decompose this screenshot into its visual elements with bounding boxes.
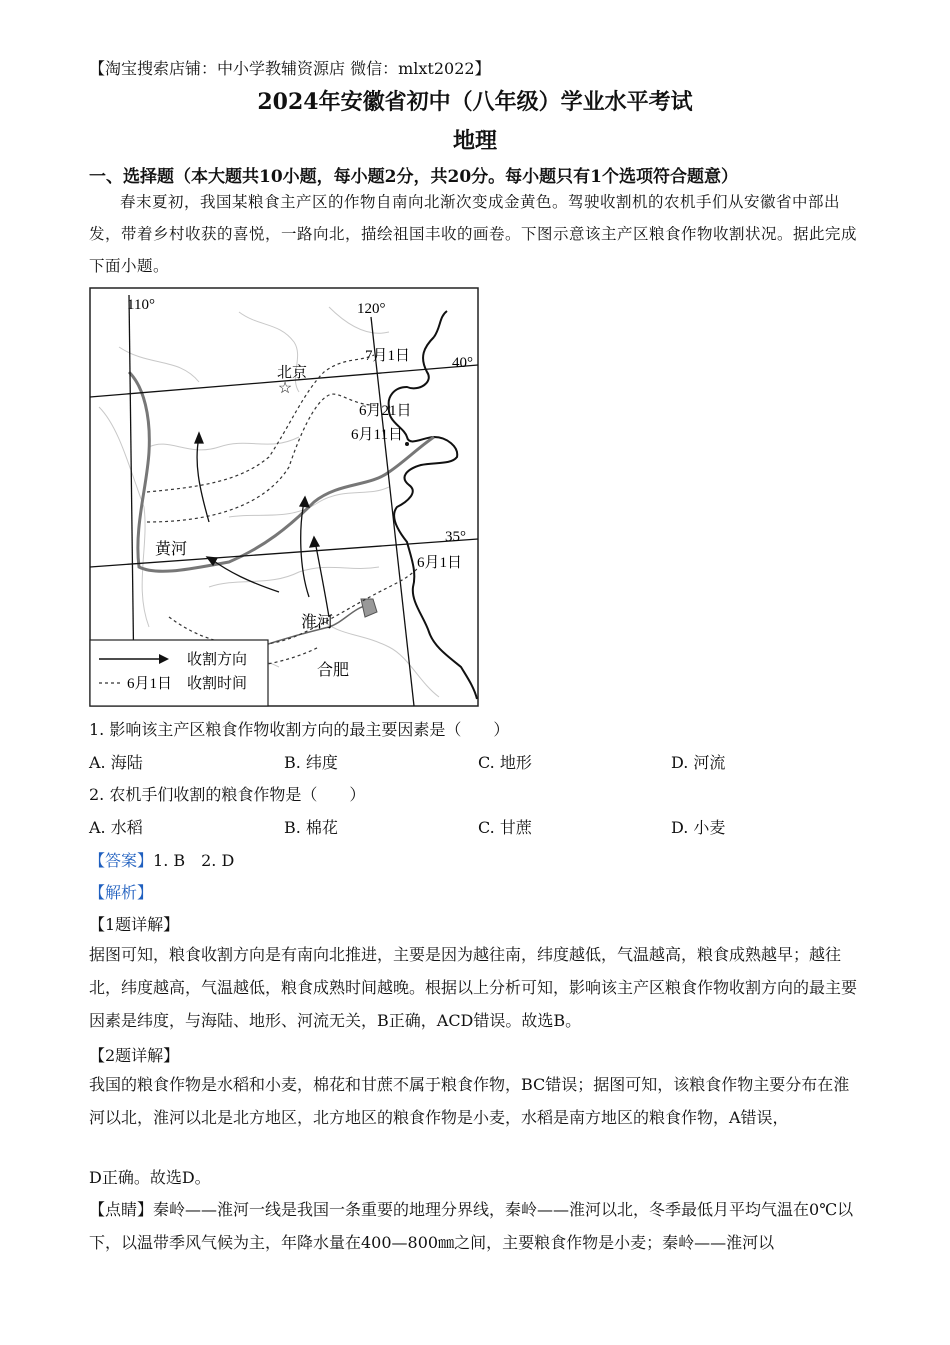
q2-option-d: D. 小麦 — [671, 818, 726, 837]
q1-option-a: A. 海陆 — [89, 753, 143, 772]
exam-title: 2024年安徽省初中（八年级）学业水平考试 — [257, 89, 693, 115]
dianjing-tag: 【点睛】 — [89, 1200, 154, 1219]
lon-110-label: 110° — [127, 297, 155, 313]
detail-1-text: 据图可知，粮食收割方向是有南向北推进，主要是因为越往南，纬度越低，气温越高，粮食成熟越早；越往北，纬度越高，气温越低，粮食成熟时间越晚。根据以上分析可知，影响该主产区粮食作物收割方向的最主要因素是纬度，与海陆、地形、河流无关，B正确，ACD错误。故选B。 — [89, 945, 858, 1030]
huaihe-label: 淮河 — [301, 614, 334, 631]
q2-option-b: B. 棉花 — [284, 818, 338, 837]
section-heading: 一、选择题（本大题共10小题，每小题2分，共20分。每小题只有1个选项符合题意） — [89, 167, 738, 187]
beijing-label: 北京 — [277, 365, 308, 381]
hefei-label: 合肥 — [317, 662, 350, 679]
q1-option-c: C. 地形 — [478, 753, 532, 772]
legend-dash-date: 6月1日 — [127, 676, 173, 692]
huanghe-label: 黄河 — [155, 541, 188, 558]
date-jun11-label: 6月11日 — [351, 427, 403, 443]
detail-2-end: D正确。故选D。 — [89, 1168, 211, 1187]
subject-title: 地理 — [452, 128, 497, 154]
map-legend — [90, 640, 268, 706]
answer-line — [89, 848, 234, 871]
q1-option-b: B. 纬度 — [284, 753, 338, 772]
answer-tag: 【答案】 — [89, 851, 154, 870]
date-jun21-label: 6月21日 — [359, 403, 412, 419]
q2-option-a: A. 水稻 — [89, 818, 143, 837]
analysis-tag: 【解析】 — [89, 883, 154, 902]
detail-2-tag: 【2题详解】 — [89, 1046, 180, 1065]
dianjing-text — [89, 1193, 861, 1259]
date-jun1-label: 6月1日 — [417, 555, 463, 571]
q1-option-d: D. 河流 — [671, 753, 726, 772]
q2-option-c: C. 甘蔗 — [478, 818, 532, 837]
answer-text: 1. B 2. D — [153, 851, 235, 870]
date-jul1-label: 7月1日 — [365, 348, 411, 364]
legend-dash-label: 收割时间 — [187, 676, 248, 692]
detail-1-tag: 【1题详解】 — [89, 915, 180, 934]
harvest-map — [89, 287, 479, 707]
detail-2-text: 我国的粮食作物是水稻和小麦，棉花和甘蔗不属于粮食作物，BC错误；据图可知，该粮食作物主要分布在淮河以北，淮河以北是北方地区，北方地区的粮食作物是小麦，水稻是南方地区的粮食作物，A错误， — [89, 1075, 850, 1127]
passage: 春末夏初，我国某粮食主产区的作物自南向北渐次变成金黄色。驾驶收割机的农机手们从安徽省中部出发，带着乡村收获的喜悦，一路向北，描绘祖国丰收的画卷。下图示意该主产区粮食作物收割状况。据此完成下面小题。 — [89, 193, 858, 275]
lat-40-label: 40° — [452, 355, 473, 371]
dianjing-body: 秦岭——淮河一线是我国一条重要的地理分界线，秦岭——淮河以北，冬季最低月平均气温在0℃以下，以温带季风气候为主，年降水量在400—800㎜之间，主要粮食作物是小麦；秦岭——淮河以 — [89, 1200, 854, 1252]
header-note: 【淘宝搜索店铺：中小学教辅资源店 微信：mlxt2022】 — [89, 59, 491, 78]
legend-arrow-label: 收割方向 — [187, 652, 248, 668]
question-1-stem: 1. 影响该主产区粮食作物收割方向的最主要因素是（ ） — [89, 720, 510, 739]
lon-120-label: 120° — [357, 301, 386, 317]
beijing-star: ☆ — [277, 380, 293, 397]
question-2-stem: 2. 农机手们收割的粮食作物是（ ） — [89, 785, 366, 804]
lat-35-label: 35° — [445, 529, 466, 545]
